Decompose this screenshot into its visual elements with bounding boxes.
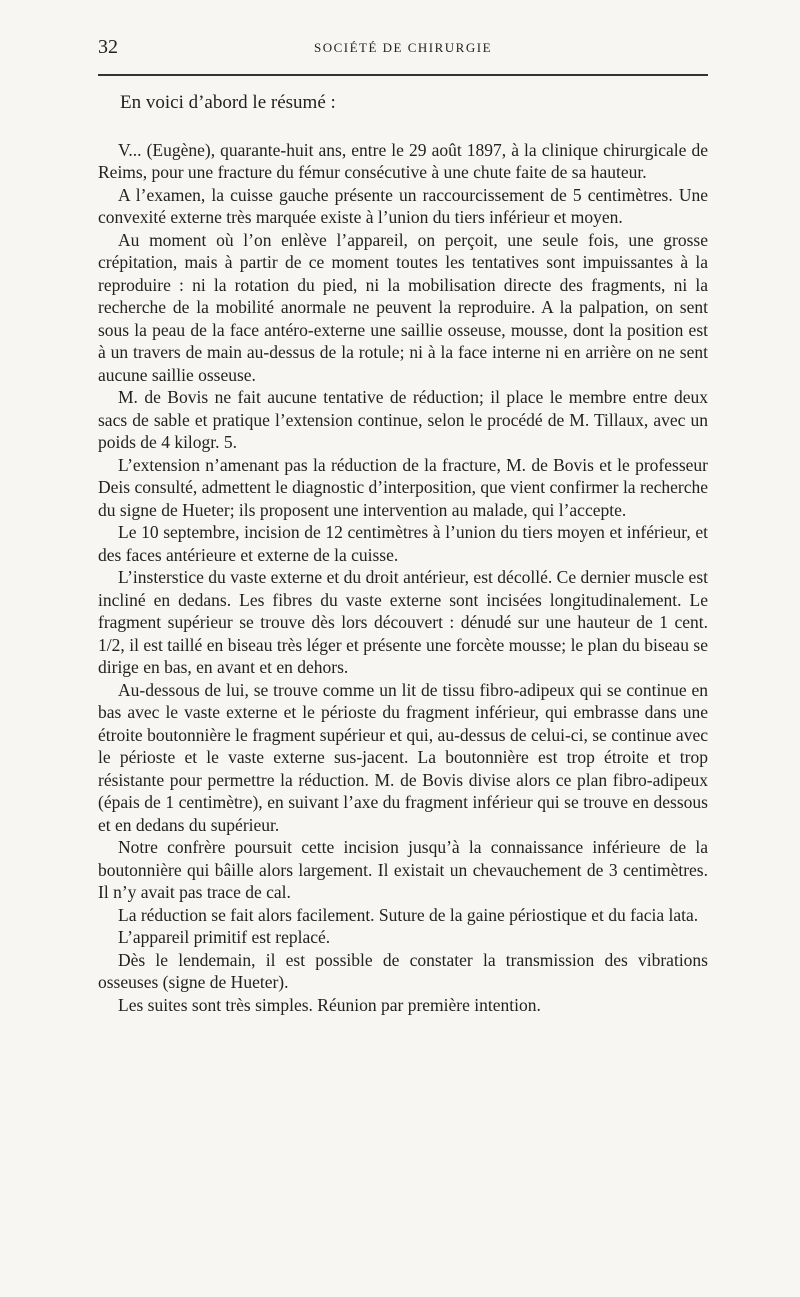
intro-line: En voici d’abord le résumé : — [120, 92, 336, 113]
paragraph: L’insterstice du vaste externe et du droit antérieur, est décollé. Ce dernier muscle est incliné en dedans. Les fibres du vaste externe sont incisées longitudinalement. Le fragment supérieur se trouve dès lors découvert : dénudé sur une hauteur de 1 cent. 1/2, il est taillé en biseau très léger et présente une forcète mousse; le plan du biseau se dirige en bas, en avant et en dehors. — [98, 567, 708, 677]
paragraph: M. de Bovis ne fait aucune tentative de réduction; il place le membre entre deux sacs de sable et pratique l’extension continue, selon le procédé de M. Tillaux, avec un poids de 4 kilogr. 5. — [98, 387, 708, 452]
paragraph: Au moment où l’on enlève l’appareil, on perçoit, une seule fois, une grosse crépitation, mais à partir de ce moment toutes les tentatives sont impuissantes à la reproduire : ni la rotation du pied, ni la mobilisation directe des fragments, ni la recherche de la mobilité anormale ne peuvent la reproduire. A la palpation, on sent sous la peau de la face antéro-externe une saillie osseuse, mousse, dont la position est à un travers de main au-dessus de la rotule; ni à la face interne ni en arrière on ne sent aucune saillie osseuse. — [98, 229, 708, 385]
paragraph: La réduction se fait alors facilement. Suture de la gaine périostique et du facia lata. — [118, 904, 699, 925]
paragraph: Les suites sont très simples. Réunion par première intention. — [118, 994, 541, 1015]
paragraph: L’extension n’amenant pas la réduction de la fracture, M. de Bovis et le professeur Deis consulté, admettent le diagnostic d’interposition, que vient confirmer la recherche du signe de Hueter; ils proposent une intervention au malade, qui l’accepte. — [98, 454, 708, 520]
paragraph: L’appareil primitif est replacé. — [118, 927, 331, 947]
paragraph: Au-dessous de lui, se trouve comme un lit de tissu fibro-adipeux qui se continue en bas avec le vaste externe et le périoste du fragment inférieur, qui embrasse dans une étroite boutonnière le fragment supérieur et qui, au-dessus de celui-ci, se continue avec le périoste et le vaste externe sus-jacent. La boutonnière est trop étroite et trop résistante pour permettre la réduction. M. de Bovis divise alors ce plan fibro-adipeux (épais de 1 centimètre), en suivant l’axe du fragment inférieur qui se trouve en dessous et en dedans du supérieur. — [98, 679, 708, 835]
paragraph: Notre confrère poursuit cette incision jusqu’à la connaissance inférieure de la boutonnière qui bâille alors largement. Il existait un chevauchement de 3 centimètres. Il n’y avait pas trace de cal. — [98, 837, 708, 902]
paragraph: Le 10 septembre, incision de 12 centimètres à l’union du tiers moyen et inférieur, et des faces antérieure et externe de la cuisse. — [98, 522, 708, 565]
body-text — [98, 92, 708, 1016]
paragraph: A l’examen, la cuisse gauche présente un raccourcissement de 5 centimètres. Une convexité externe très marquée existe à l’union du tiers inférieur et moyen. — [98, 184, 708, 227]
paragraph: V... (Eugène), quarante-huit ans, entre le 29 août 1897, à la clinique chirurgicale de Reims, pour une fracture du fémur consécutive à une chute faite de sa hauteur. — [98, 139, 708, 182]
page-number: 32 — [98, 36, 118, 58]
paragraph: Dès le lendemain, il est possible de constater la transmission des vibrations osseuses (signe de Hueter). — [98, 949, 708, 992]
header-rule — [98, 74, 708, 76]
running-title: SOCIÉTÉ DE CHIRURGIE — [313, 40, 493, 55]
page-header — [98, 36, 708, 60]
